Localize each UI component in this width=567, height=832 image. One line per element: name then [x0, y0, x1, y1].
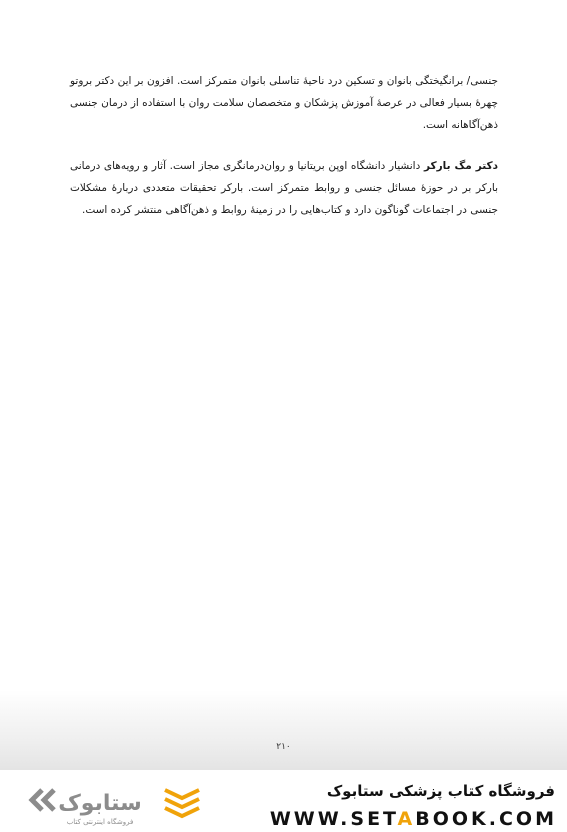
setabook-logo	[20, 780, 220, 828]
url-prefix: WWW.SET	[269, 808, 398, 830]
shop-url[interactable]	[270, 808, 557, 830]
paragraph-1	[70, 70, 498, 136]
paragraph-2-text: دانشیار دانشگاه اوپن بریتانیا و روان‌درمانگری مجاز است. آثار و رویه‌های درمانی بارکر بر در حوزهٔ مسائل جنسی و روابط متمرکز است. بارکر تحقیقات متعددی دربارهٔ مشکلات جنسی در اجتماعات گوناگون دارد و کتاب‌هایی را در زمینهٔ روابط و ذهن‌آگاهی منتشر کرده است.	[70, 160, 498, 216]
logo-wordmark: ستابوک	[58, 791, 142, 816]
paragraph-2	[70, 155, 498, 221]
page-number: ۲۱۰	[276, 742, 291, 752]
book-stack-icon	[165, 790, 199, 816]
footer-banner	[0, 770, 567, 832]
author-name: دکتر مگ بارکر	[423, 160, 499, 172]
logo-tagline: فروشگاه اینترنتی کتاب	[66, 818, 134, 826]
shop-name: فروشگاه کتاب پزشکی ستابوک	[326, 782, 555, 800]
paragraph-1-text: جنسی/ برانگیختگی بانوان و تسکین درد ناحیهٔ تناسلی بانوان متمرکز است. افزون بر این دکتر بروتو چهرهٔ بسیار فعالی در عرصهٔ آموزش پزشکان و متخصصان سلامت روان با استفاده از درمان جنسی ذهن‌آگاهانه است.	[70, 75, 498, 131]
url-suffix: BOOK.COM	[415, 808, 557, 830]
chevrons-icon	[32, 790, 54, 810]
url-accent: A	[397, 808, 416, 830]
